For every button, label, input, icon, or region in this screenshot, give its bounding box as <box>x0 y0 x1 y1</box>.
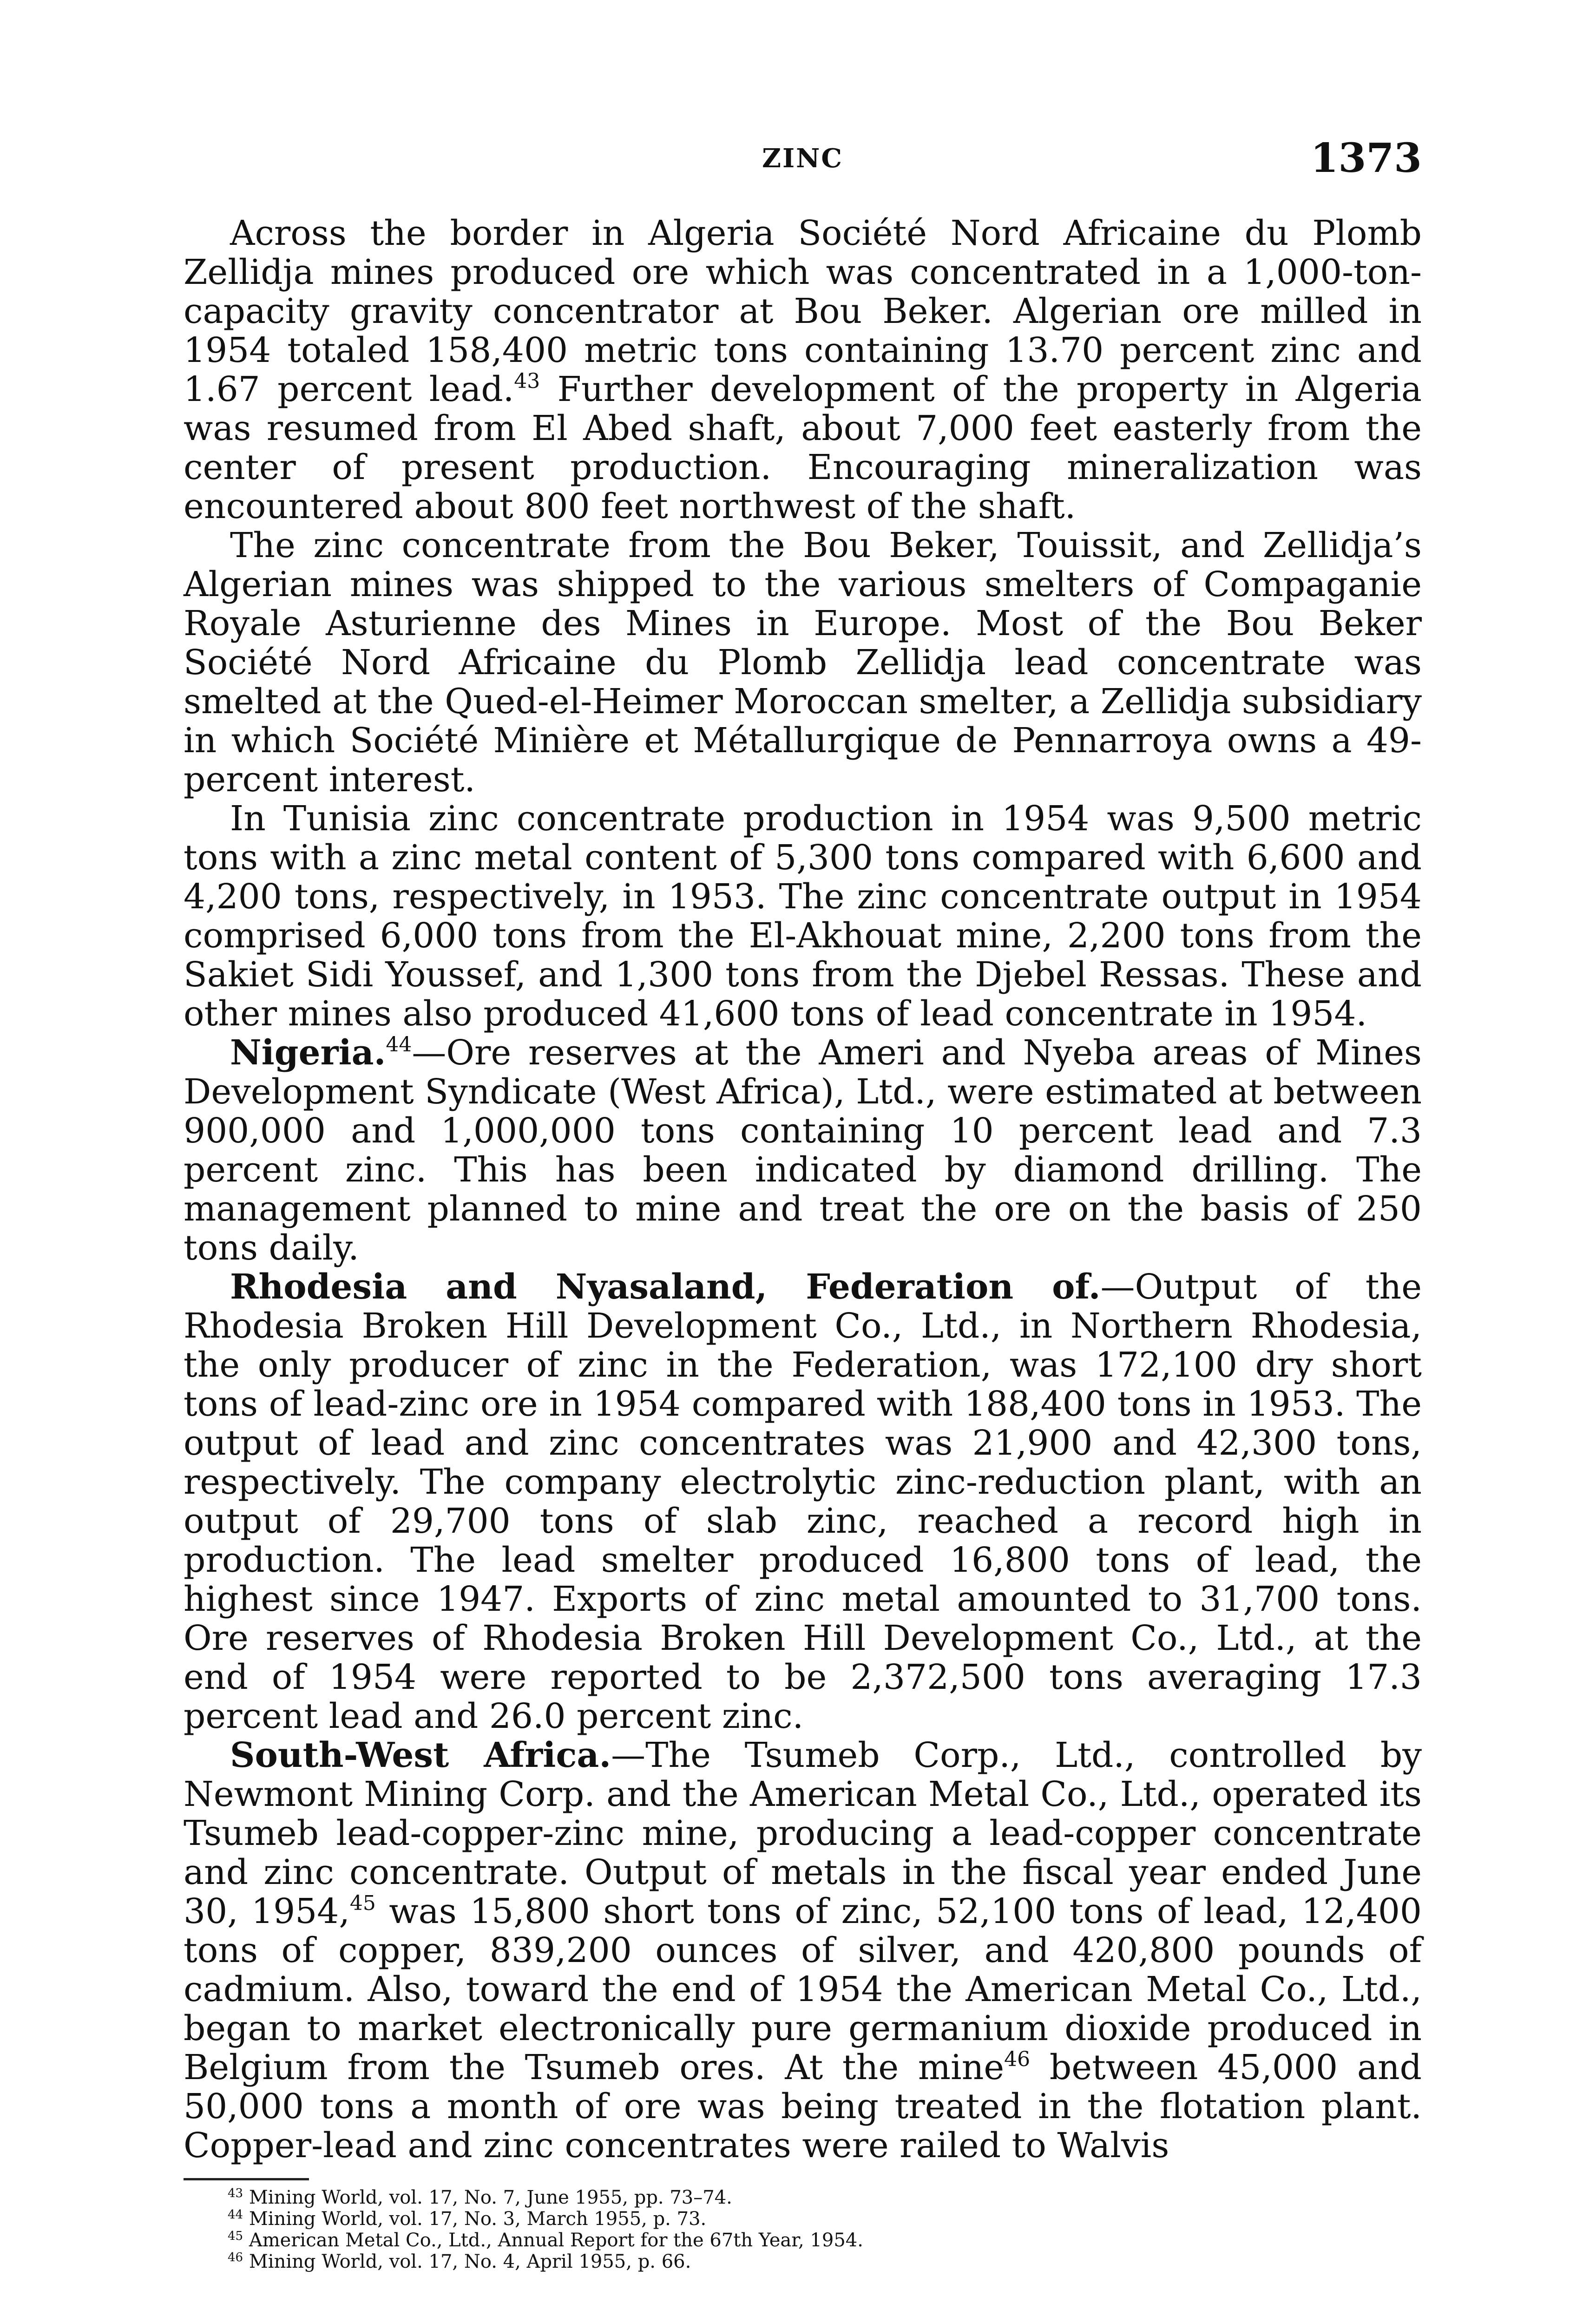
footnote-ref: 46 <box>1004 2047 1031 2071</box>
paragraph-text: was 15,800 short tons of zinc, 52,100 tons of lead, 12,400 tons of copper, 839,200 ounces of silver, and 420,800 pounds of cadmium. Also, toward the end of 1954 the American Metal Co., Ltd., began to market electronically pure germanium dioxide produced in Belgium from the Tsumeb ores. At the mine <box>184 1891 1422 2087</box>
paragraph-text: —Ore reserves at the Ameri and Nyeba areas of Mines Development Syndicate (West Africa), Ltd., were estimated at between 900,000 and 1,000,000 tons containing 10 percent lead and 7.3 percent zinc. This has been indicated by diamond drilling. The management planned to mine and treat the ore on the basis of 250 tons daily. <box>184 1033 1422 1268</box>
footnote-number: 44 <box>228 2208 243 2222</box>
paragraph-text: Further development of the property in Algeria was resumed from El Abed shaft, about 7,000 feet easterly from the center of present production. Encouraging mineralization was encountered about 800 feet northwest of the shaft. <box>184 369 1422 526</box>
footnote-ref: 44 <box>386 1033 412 1057</box>
section-heading-south-west-africa: South-West Africa. <box>230 1735 611 1775</box>
footnote <box>184 2251 1422 2272</box>
paragraph-text: —The Tsumeb Corp., Ltd., controlled by Newmont Mining Corp. and the American Metal Co., Ltd., operated its Tsumeb lead-copper-zinc mine, producing a lead-copper concentrate and zinc concentrate. Output of metals in the fiscal year ended June 30, 1954, <box>184 1735 1422 1931</box>
footnote-ref: 43 <box>514 369 540 393</box>
footnote <box>184 2187 1422 2208</box>
footnote-text: Mining World, vol. 17, No. 3, March 1955, p. 73. <box>249 2208 707 2230</box>
paragraph-text: —Output of the Rhodesia Broken Hill Development Co., Ltd., in Northern Rhodesia, the only producer of zinc in the Federation, was 172,100 dry short tons of lead-zinc ore in 1954 compared with 188,400 tons in 1953. The output of lead and zinc concentrates was 21,900 and 42,300 tons, respectively. The company electrolytic zinc-reduction plant, with an output of 29,700 tons of slab zinc, reached a record high in production. The lead smelter produced 16,800 tons of lead, the highest since 1947. Exports of zinc metal amounted to 31,700 tons. Ore reserves of Rhodesia Broken Hill Development Co., Ltd., at the end of 1954 were reported to be 2,372,500 tons averaging 17.3 percent lead and 26.0 percent zinc. <box>184 1267 1422 1736</box>
section-heading-rhodesia: Rhodesia and Nyasaland, Federation of. <box>230 1267 1101 1307</box>
running-title: ZINC <box>762 143 843 174</box>
body-text <box>184 214 1422 2165</box>
paragraph-south-west-africa <box>184 1736 1422 2165</box>
footnote-number: 46 <box>228 2251 243 2264</box>
paragraph-rhodesia <box>184 1267 1422 1736</box>
paragraph-text: In Tunisia zinc concentrate production in 1954 was 9,500 metric tons with a zinc metal content of 5,300 tons compared with 6,600 and 4,200 tons, respectively, in 1953. The zinc concentrate output in 1954 comprised 6,000 tons from the El-Akhouat mine, 2,200 tons from the Sakiet Sidi Youssef, and 1,300 tons from the Djebel Ressas. These and other mines also produced 41,600 tons of lead concentrate in 1954. <box>184 799 1422 1034</box>
footnote-text: Mining World, vol. 17, No. 7, June 1955, pp. 73–74. <box>249 2187 732 2208</box>
paragraph-text: between 45,000 and 50,000 tons a month of ore was being treated in the flotation plant. Copper-lead and zinc concentrates were railed to Walvis <box>184 2047 1422 2166</box>
footnote-number: 45 <box>228 2229 243 2243</box>
page-number: 1373 <box>1310 135 1422 182</box>
paragraph-tunisia <box>184 799 1422 1033</box>
section-heading-nigeria: Nigeria. <box>230 1033 386 1073</box>
paragraph-bou-beker <box>184 526 1422 799</box>
running-header <box>184 135 1422 190</box>
footnote-number: 43 <box>228 2186 243 2200</box>
footnote-ref: 45 <box>349 1891 376 1915</box>
paragraph-text: The zinc concentrate from the Bou Beker, Touissit, and Zellidja’s Algerian mines was shipped to the various smelters of Compaganie Royale Asturienne des Mines in Europe. Most of the Bou Beker Société Nord Africaine du Plomb Zellidja lead concentrate was smelted at the Qued-el-Heimer Moroccan smelter, a Zellidja subsidiary in which Société Minière et Métallurgique de Pennarroya owns a 49-percent interest. <box>184 525 1422 800</box>
footnote-divider <box>184 2178 309 2180</box>
footnote <box>184 2208 1422 2230</box>
footnote <box>184 2230 1422 2251</box>
footnote-text: American Metal Co., Ltd., Annual Report for the 67th Year, 1954. <box>249 2230 863 2251</box>
paragraph-algeria <box>184 214 1422 526</box>
footnote-text: Mining World, vol. 17, No. 4, April 1955, p. 66. <box>249 2251 691 2272</box>
document-page <box>184 135 1422 2272</box>
paragraph-text: Across the border in Algeria Société Nord Africaine du Plomb Zellidja mines produced ore which was concentrated in a 1,000-ton-capacity gravity concentrator at Bou Beker. Algerian ore milled in 1954 totaled 158,400 metric tons containing 13.70 percent zinc and 1.67 percent lead. <box>184 213 1422 409</box>
paragraph-nigeria <box>184 1033 1422 1267</box>
footnotes <box>184 2187 1422 2272</box>
